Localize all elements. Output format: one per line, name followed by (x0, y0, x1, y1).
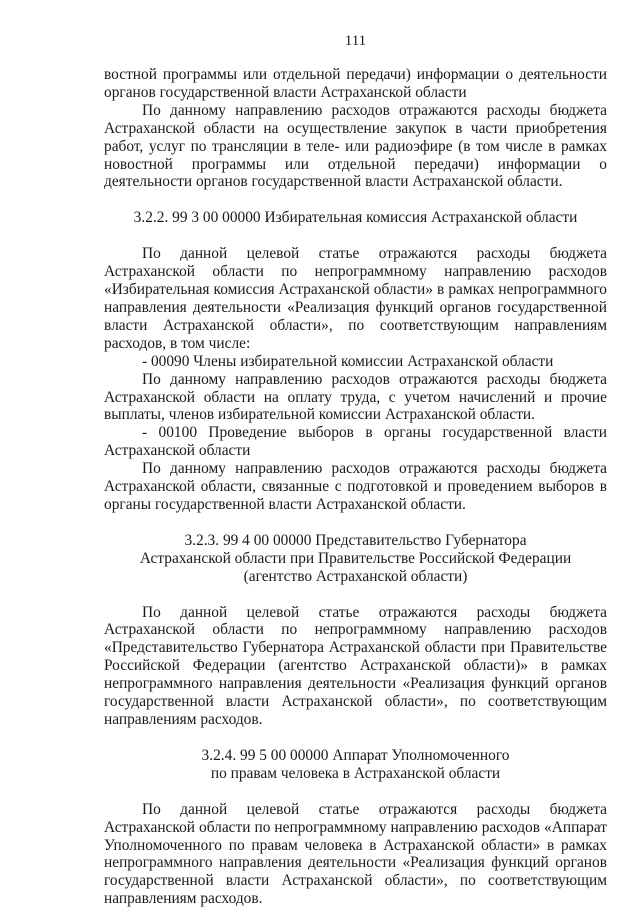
document-page (104, 32, 607, 908)
section-323-heading-line-3: (агентство Астраханской области) (243, 567, 468, 585)
section-324-heading (104, 747, 607, 783)
section-323-heading-line-2: Астраханской области при Правительстве Российской Федерации (139, 549, 572, 567)
section-324-body: По данной целевой статье отражаются расходы бюджета Астраханской области по непрограммному направлению расходов «Аппарат Уполномоченного по правам человека в Астраханской области» в рамках непрограммного направления деятельности «Реализация функций органов государственной власти Астраханской области», по соответствующим направлениям расходов. (104, 800, 607, 908)
section-324-heading-line-2: по правам человека в Астраханской области (210, 764, 501, 782)
section-322-heading (104, 209, 607, 227)
section-322-body: По данной целевой статье отражаются расходы бюджета Астраханской области по непрограммному направлению расходов «Избирательная комиссия Астраханской области» в рамках непрограммного направления деятельности «Реализация функций органов государственной власти Астраханской области», по соответствующим направлениям расходов, в том числе: (104, 245, 607, 352)
intro-paragraph: По данному направлению расходов отражаются расходы бюджета Астраханской области на осуществление закупок в части приобретения работ, услуг по трансляции в теле- или радиоэфире (в том числе в рамках новостной программы или отдельной передачи) информации о деятельности органов государственной власти Астраханской области. (104, 101, 607, 191)
section-322-heading-text: 3.2.2. 99 3 00 00000 Избирательная комиссия Астраханской области (133, 209, 578, 227)
section-323-heading (104, 532, 607, 586)
section-323-heading-line-1: 3.2.3. 99 4 00 00000 Представительство Губернатора (184, 531, 527, 549)
section-322-item-1: - 00090 Члены избирательной комиссии Астраханской области (142, 352, 554, 370)
intro-continuation: востной программы или отдельной передачи) информации о деятельности органов государственной власти Астраханской области (104, 66, 607, 101)
section-323-body: По данной целевой статье отражаются расходы бюджета Астраханской области по непрограммному направлению расходов «Представительство Губернатора Астраханской области при Правительстве Российской Федерации (агентство Астраханской области)» в рамках непрограммного направления деятельности «Реализация функций органов государственной власти Астраханской области», по соответствующим направлениям расходов. (104, 603, 607, 728)
section-322-item-1-desc: По данному направлению расходов отражаются расходы бюджета Астраханской области на оплату труда, с учетом начислений и прочие выплаты, членов избирательной комиссии Астраханской области. (104, 370, 607, 424)
page-number: 111 (344, 33, 367, 49)
section-322-item-2-desc: По данному направлению расходов отражаются расходы бюджета Астраханской области, связанные с подготовкой и проведением выборов в органы государственной власти Астраханской области. (104, 460, 607, 513)
section-324-heading-line-1: 3.2.4. 99 5 00 00000 Аппарат Уполномоченного (201, 746, 510, 764)
section-322-item-2: - 00100 Проведение выборов в органы государственной власти Астраханской области (104, 424, 607, 460)
